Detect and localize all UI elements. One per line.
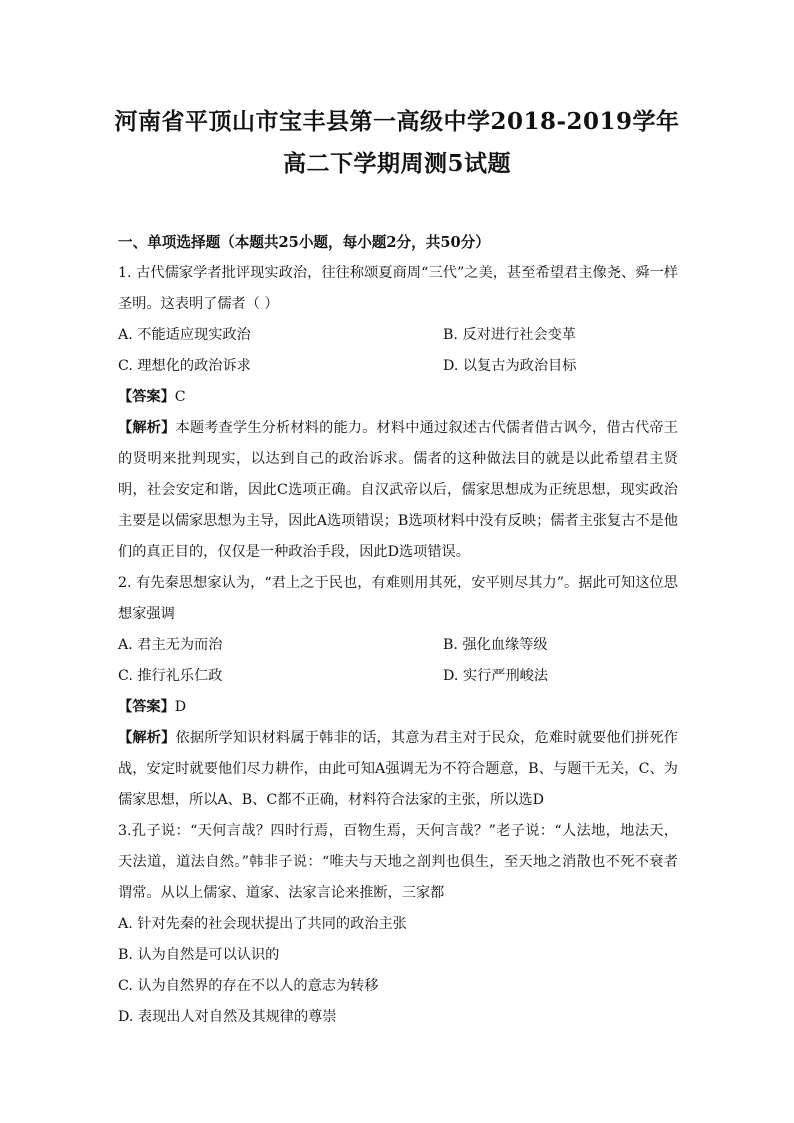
option-a: A. 针对先秦的社会现状提出了共同的政治主张	[118, 916, 407, 932]
question-2	[118, 568, 678, 816]
option-b: B. 反对进行社会变革	[443, 327, 576, 343]
document-body	[118, 227, 678, 1033]
answer-value: C	[174, 389, 186, 405]
option-b: B. 强化血缘等级	[443, 637, 548, 653]
option-c: C. 理想化的政治诉求	[118, 358, 251, 374]
options-row	[118, 630, 678, 661]
analysis-text: 依据所学知识材料属于韩非的话，其意为君主对于民众，危难时就要他们拼死作战，安定时就要他们尽力耕作，由此可知A强调无为不符合题意，B、与题干无关，C、为儒家思想，所以A、B、C都不正确，材料符合法家的主张，所以选D	[118, 730, 678, 808]
options-row	[118, 661, 678, 692]
option-a: A. 君主无为而治	[118, 637, 223, 653]
answer-label: 【答案】	[118, 699, 175, 715]
analysis-label: 【解析】	[118, 420, 176, 436]
options-row	[118, 351, 678, 382]
section-heading: 一、单项选择题（本题共25小题，每小题2分，共50分）	[118, 234, 490, 251]
option-d: D. 表现出人对自然及其规律的尊崇	[118, 1009, 337, 1025]
question-3	[118, 816, 678, 1033]
option-c: C. 认为自然界的存在不以人的意志为转移	[118, 978, 379, 994]
document-title-line-1: 河南省平顶山市宝丰县第一高级中学2018-2019学年	[114, 108, 680, 135]
question-1	[118, 258, 678, 568]
answer-line	[118, 382, 678, 413]
question-stem: 2. 有先秦思想家认为，“君上之于民也，有难则用其死，安平则尽其力”。据此可知这位思想家强调	[118, 575, 678, 622]
option-a: A. 不能适应现实政治	[118, 327, 251, 343]
question-stem: 1. 古代儒家学者批评现实政治，往往称颂夏商周“三代”之美，甚至希望君主像尧、舜一样圣明。这表明了儒者（ ）	[118, 265, 678, 312]
document-title-line-2: 高二下学期周测5试题	[282, 150, 511, 177]
option-d: D. 以复古为政治目标	[443, 358, 577, 374]
option-d: D. 实行严刑峻法	[443, 668, 549, 684]
option-b: B. 认为自然是可以认识的	[118, 947, 280, 963]
analysis-text: 本题考查学生分析材料的能力。材料中通过叙述古代儒者借古讽今，借古代帝王的贤明来批判现实，以达到自己的政治诉求。儒者的这种做法目的就是以此希望君主贤明，社会安定和谐，因此C选项正确。自汉武帝以后，儒家思想成为正统思想，现实政治主要是以儒家思想为主导，因此A选项错误；B选项材料中没有反映；儒者主张复古不是他们的真正目的，仅仅是一种政治手段，因此D选项错误。	[118, 420, 678, 560]
analysis-label: 【解析】	[118, 730, 176, 746]
answer-line	[118, 692, 678, 723]
options-row	[118, 320, 678, 351]
analysis-paragraph	[118, 723, 678, 816]
answer-label: 【答案】	[118, 389, 175, 405]
option-c: C. 推行礼乐仁政	[118, 668, 223, 684]
analysis-paragraph	[118, 413, 678, 568]
answer-value: D	[174, 699, 187, 715]
question-stem: 3.孔子说：“天何言哉？四时行焉，百物生焉，天何言哉？”老子说：“人法地，地法天，天法道，道法自然。”韩非子说：“唯夫与天地之剖判也俱生，至天地之消散也不死不衰者谓常。从以上儒家、道家、法家言论来推断，三家都	[118, 823, 678, 901]
